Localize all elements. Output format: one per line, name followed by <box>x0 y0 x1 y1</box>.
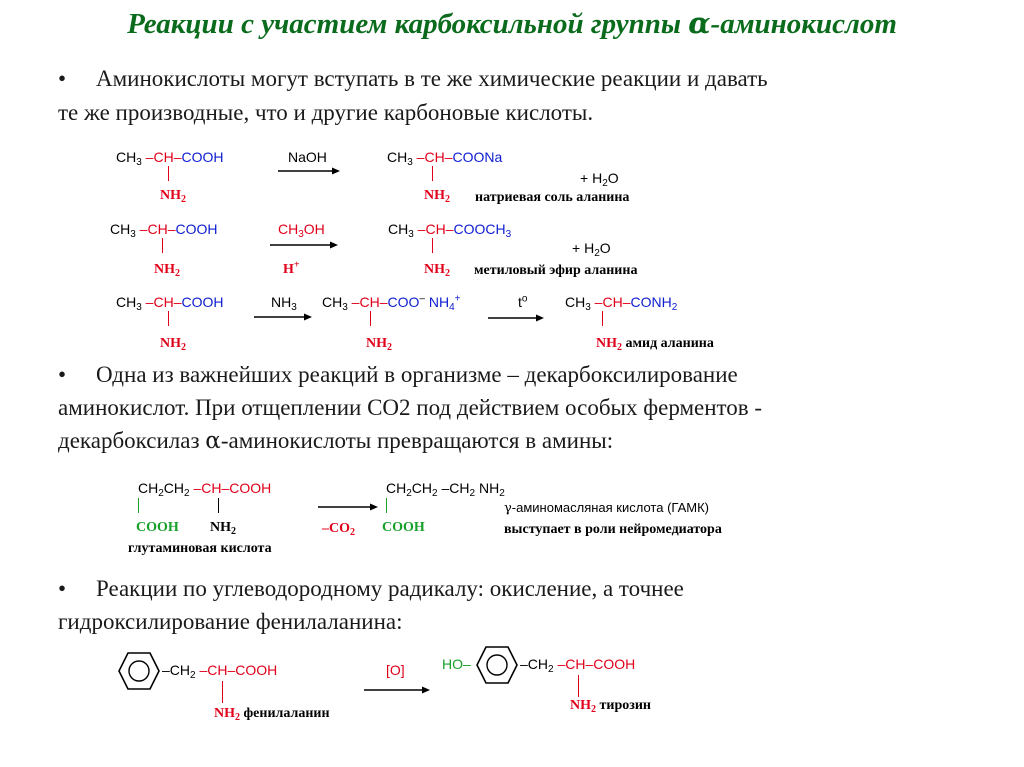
amino-group: $NH_2$ <box>424 262 450 279</box>
product-name: метиловый эфир аланина <box>474 263 638 278</box>
acid-catalyst: H+ <box>283 259 300 277</box>
reaction-arrow <box>270 240 338 250</box>
reagent-ammonia: $NH_3$ <box>271 294 297 313</box>
paragraph-3-line-1: Реакции по углеводородному радикалу: окисление, а точнее <box>96 576 684 601</box>
paragraph-2-line-2: аминокислот. При отщеплении СО2 под действием особых ферментов - <box>58 395 763 420</box>
glutamic-acid-formula: $CH_2CH_2$ –CH–COOH <box>138 480 272 499</box>
reagent-methanol: $CH_3OH$ <box>278 221 325 240</box>
methyl-ester-formula: $CH_3$ $-CH-COOCH_3$ <box>388 221 512 240</box>
bullet: • <box>58 66 67 91</box>
reaction-arrow <box>318 502 378 512</box>
amino-group: $NH_2$ <box>424 188 450 205</box>
reaction-arrow <box>364 685 430 695</box>
ammonium-salt-formula: $CH_3$ –CH–COO– $NH_4^+$ <box>322 293 461 313</box>
reactant-name-row: $NH_2$ фенилаланин <box>214 706 330 723</box>
reaction-arrow <box>254 312 312 322</box>
amino-group: $NH_2$ <box>210 520 236 537</box>
paragraph-1-line-2: те же производные, что и другие карбоновые кислоты. <box>58 100 594 125</box>
gaba-formula: $CH_2CH_2$ $-CH_2$ $NH_2$ <box>386 480 505 499</box>
benzene-ring-icon <box>118 652 160 690</box>
tyrosine-formula: $-CH_2$ –CH–COOH <box>520 656 636 675</box>
amino-group: $NH_2$ <box>154 262 180 279</box>
paragraph-3-line-2: гидроксилирование фенилаланина: <box>58 609 403 634</box>
alpha-symbol: α <box>688 6 711 40</box>
bullet: • <box>58 362 67 387</box>
reaction-arrow <box>488 313 544 323</box>
co2-elimination: $-CO_2$ <box>322 521 355 538</box>
sodium-salt-formula: $CH_3$ –CH–COONa <box>387 149 503 168</box>
amino-group: $NH_2$ <box>366 336 392 353</box>
reaction-arrow <box>278 166 340 176</box>
bullet: • <box>58 576 67 601</box>
product-name: натриевая соль аланина <box>475 190 630 205</box>
alanine-formula: $CH_3$ –CH–COOH <box>116 149 224 168</box>
alanine-formula: $CH_3$ –CH–COOH <box>116 294 224 313</box>
amino-group: $NH_2$ <box>160 336 186 353</box>
phenylalanine-formula: $-CH_2$ –CH–COOH <box>162 662 278 681</box>
side-chain-carboxyl: COOH <box>136 520 179 535</box>
paragraph-2-line-1: Одна из важнейших реакций в организме – декарбоксилирование <box>96 362 738 387</box>
water-product: + $H_2O$ <box>580 170 619 189</box>
product-name: γ-аминомасляная кислота (ГАМК) <box>504 500 709 516</box>
amino-group: $NH_2$ <box>160 188 186 205</box>
reagent-naoh: NaOH <box>288 149 327 165</box>
amide-formula: $CH_3$ $-CH-CONH_2$ <box>565 294 678 313</box>
paragraph-2-line-3: декарбоксилаз α-аминокислоты превращаются в амины: <box>58 428 614 454</box>
alanine-formula: $CH_3$ –CH–COOH <box>110 221 218 240</box>
hydroxyl-group: HO– <box>442 656 471 672</box>
benzene-ring-icon <box>476 646 518 684</box>
oxidant: [O] <box>386 662 405 678</box>
paragraph-1-line-1: Аминокислоты могут вступать в те же химические реакции и давать <box>96 66 768 91</box>
product-name-row: $NH_2$ тирозин <box>570 698 651 715</box>
heat-condition: $t^o$ <box>518 293 528 310</box>
side-chain-carboxyl: COOH <box>382 520 425 535</box>
water-product: + $H_2O$ <box>572 240 611 259</box>
reactant-name: глутаминовая кислота <box>128 541 272 556</box>
product-name-row: $NH_2$ амид аланина <box>596 336 714 353</box>
product-role: выступает в роли нейромедиатора <box>504 522 722 537</box>
page-title: Реакции с участием карбоксильной группы α-аминокислот <box>127 6 897 40</box>
